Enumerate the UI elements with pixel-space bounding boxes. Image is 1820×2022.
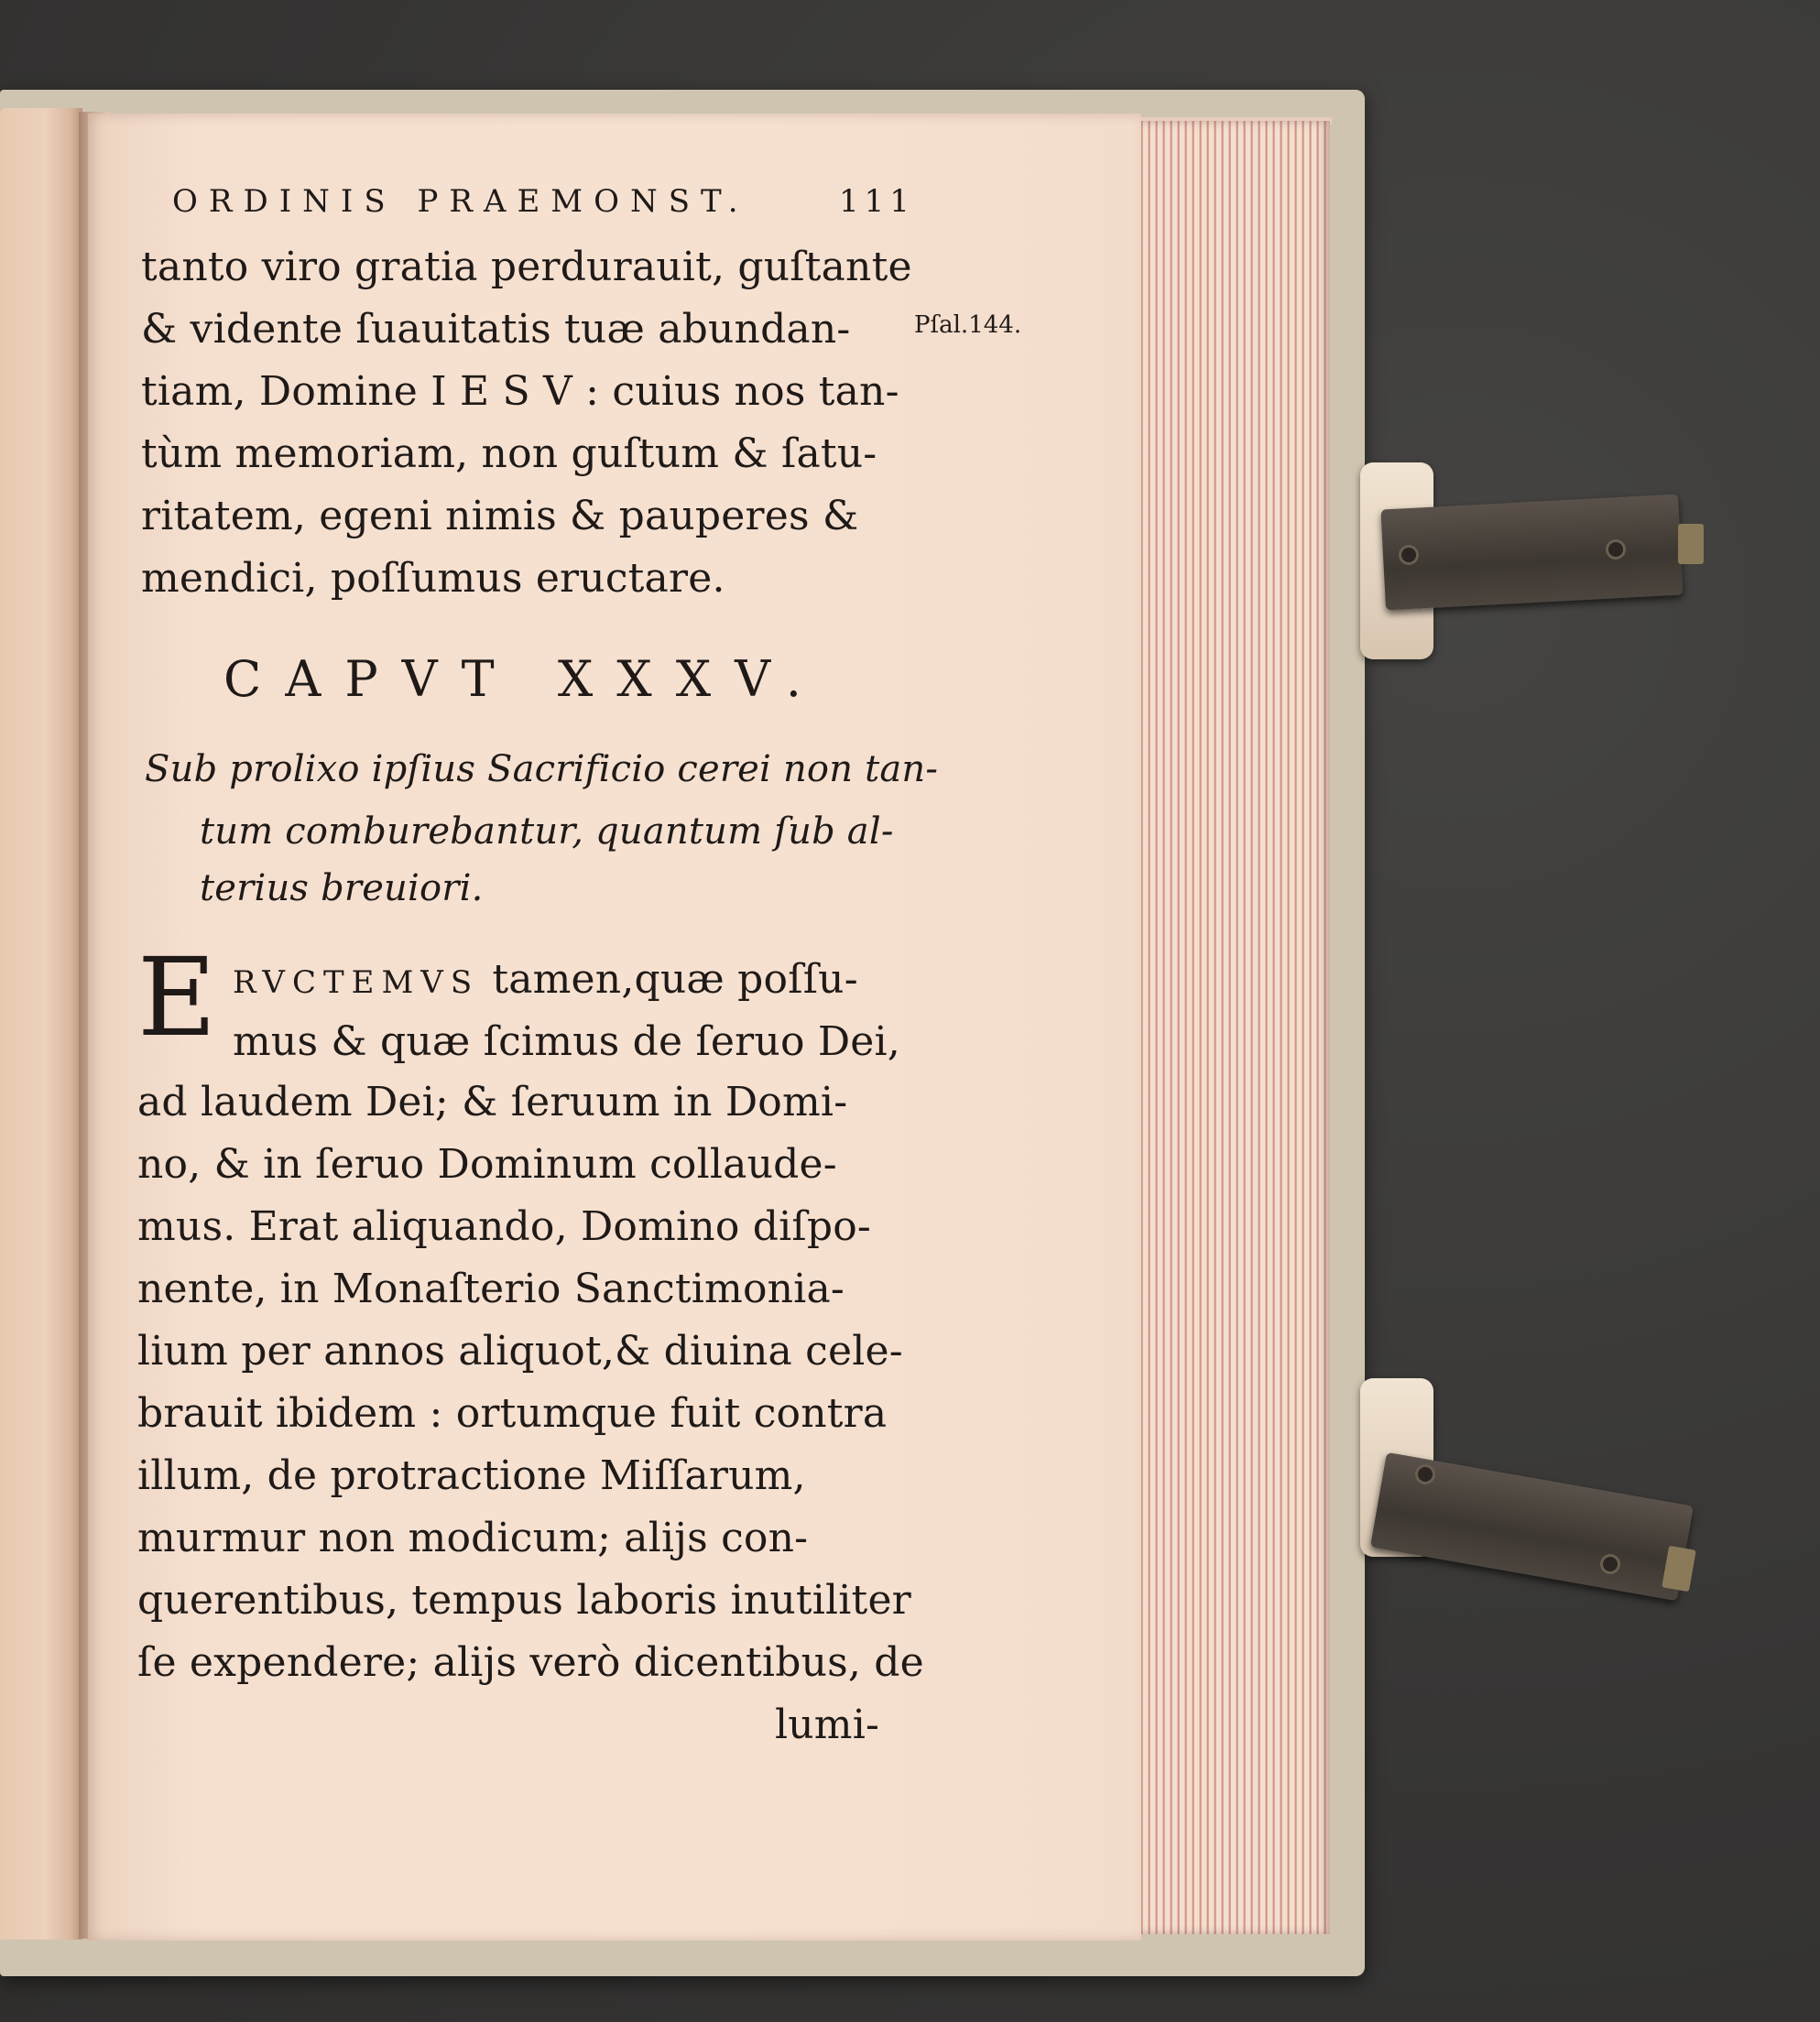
upper-clasp-tip	[1678, 524, 1704, 564]
page-number: 111	[839, 183, 915, 220]
running-title: ORDINIS PRAEMONST.	[172, 183, 749, 220]
small-caps-word: RVCTEMVS	[233, 964, 480, 1001]
text-line: lium per annos aliquot,& diuina cele-	[137, 1328, 903, 1375]
verso-page-edge	[0, 108, 82, 1940]
chapter-summary-line: tum comburebantur, quantum ſub al-	[200, 810, 894, 853]
drop-capital: E	[137, 934, 217, 1060]
chapter-summary-line: Sub prolixo ipſius Sacrificio cerei non tan-	[145, 748, 939, 790]
upper-clasp-rivet-left	[1401, 548, 1416, 562]
text-line: ritatem, egeni nimis & pauperes &	[141, 493, 859, 539]
text-line	[233, 956, 858, 1003]
chapter-summary-line: terius breuiori.	[200, 867, 484, 909]
text-line: nente, in Monaſterio Sanctimonia-	[137, 1266, 845, 1312]
text-line: no, & in ſeruo Dominum collaude-	[137, 1141, 837, 1188]
catchword: lumi-	[775, 1701, 880, 1748]
upper-clasp-rivet-right	[1608, 542, 1623, 557]
text-line: brauit ibidem : ortumque fuit contra	[137, 1390, 888, 1437]
text-line: mendici, poſſumus eructare.	[141, 555, 725, 602]
text-line: & vidente ſuauitatis tuæ abundan-	[141, 306, 851, 353]
text-line: ſe expendere; alijs verò dicentibus, de	[137, 1639, 924, 1686]
page-block-fore-edge	[1136, 121, 1330, 1934]
lower-clasp-rivet-right	[1603, 1557, 1618, 1571]
text-line: illum, de protractione Miſſarum,	[137, 1452, 806, 1499]
text-line: querentibus, tempus laboris inutiliter	[137, 1577, 911, 1624]
text-line-rest: tamen,quæ poſſu-	[492, 956, 858, 1003]
text-line: tiam, Domine I E S V : cuius nos tan-	[141, 368, 899, 415]
lower-clasp-rivet-left	[1418, 1467, 1433, 1482]
margin-note: Pſal.144.	[914, 311, 1022, 339]
chapter-title: CAPVT XXXV.	[223, 650, 825, 708]
text-line: tùm memoriam, non guſtum & ſatu-	[141, 430, 877, 477]
lower-clasp-tip	[1662, 1546, 1696, 1593]
text-line: tanto viro gratia perdurauit, guſtante	[141, 244, 912, 290]
upper-clasp-strap	[1380, 495, 1683, 611]
text-line: ad laudem Dei; & ſeruum in Domi-	[137, 1079, 848, 1125]
text-line: mus. Erat aliquando, Domino diſpo-	[137, 1203, 871, 1250]
text-line: mus & quæ ſcimus de ſeruo Dei,	[233, 1018, 900, 1065]
text-line: murmur non modicum; alijs con-	[137, 1515, 809, 1561]
